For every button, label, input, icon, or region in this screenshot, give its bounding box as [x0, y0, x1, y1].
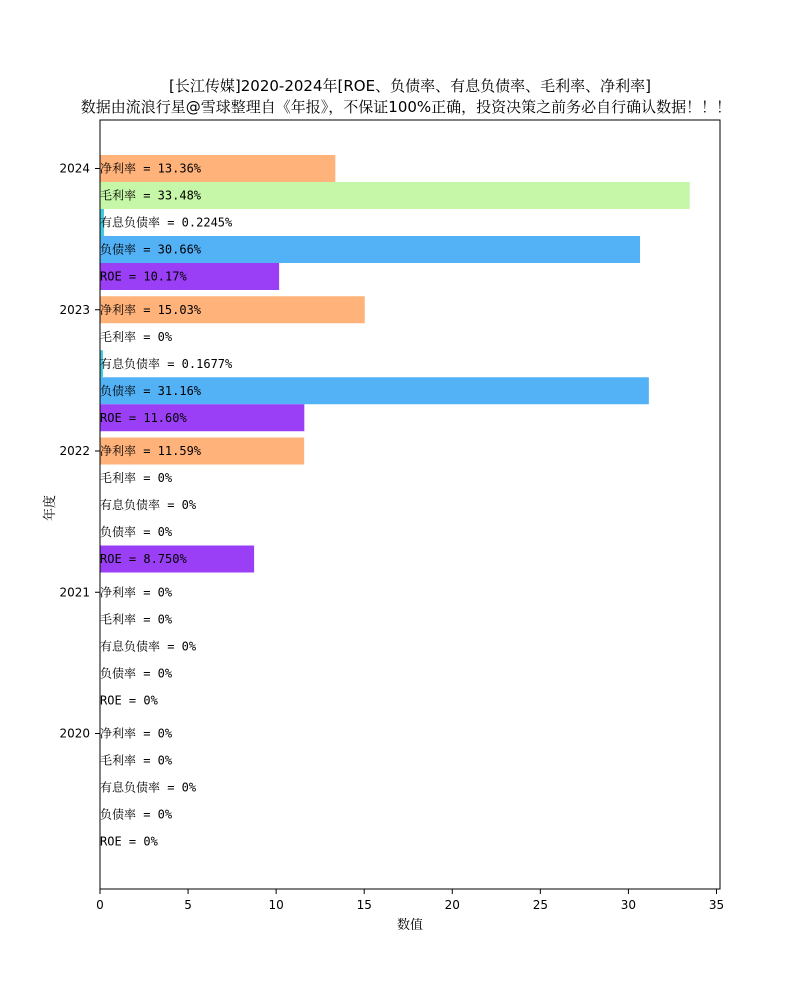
y-tick-label: 2020 [59, 726, 90, 741]
bar-label: ROE = 0% [100, 834, 158, 849]
bar-label: 毛利率 = 0% [100, 329, 173, 344]
x-axis [96, 889, 724, 912]
y-tick-label: 2021 [59, 585, 90, 600]
bar-label: ROE = 10.17% [100, 269, 187, 284]
bar-label: 有息负债率 = 0.2245% [100, 215, 233, 230]
y-tick-label: 2024 [59, 161, 90, 176]
y-axis-label: 年度 [43, 494, 58, 522]
x-axis-label: 数值 [396, 918, 424, 933]
bar-label: 净利率 = 15.03% [100, 302, 202, 317]
bar-label: 净利率 = 11.59% [100, 444, 202, 458]
chart-title: [长江传媒]2020-2024年[ROE、负债率、有息负债率、毛利率、净利率] [169, 77, 651, 95]
y-tick-label: 2023 [59, 302, 90, 317]
y-tick-label: 2022 [59, 444, 90, 458]
bar-label: ROE = 11.60% [100, 410, 187, 425]
bar-label: 净利率 = 13.36% [100, 161, 202, 176]
x-tick-label: 5 [184, 898, 192, 912]
bar-label: 负债率 = 0% [100, 525, 173, 539]
bar-label: 有息负债率 = 0% [100, 498, 197, 512]
bar-label: 负债率 = 31.16% [100, 383, 202, 398]
bar-label: 毛利率 = 0% [100, 471, 173, 485]
bar-label: 毛利率 = 33.48% [100, 188, 202, 203]
y-axis [59, 162, 100, 741]
bar-label: 毛利率 = 0% [100, 753, 173, 768]
bar-label: 负债率 = 0% [100, 666, 173, 681]
bar-label: 净利率 = 0% [100, 726, 173, 741]
x-tick-label: 20 [444, 898, 460, 912]
x-tick-label: 15 [356, 898, 372, 912]
bar-label: 净利率 = 0% [100, 585, 173, 600]
bar-label: 负债率 = 0% [100, 807, 173, 822]
bar-label: 有息负债率 = 0.1677% [100, 356, 233, 371]
x-tick-label: 10 [268, 898, 284, 912]
bar-label: ROE = 8.750% [100, 552, 187, 566]
bar-label: 负债率 = 30.66% [100, 242, 202, 257]
x-tick-label: 0 [96, 898, 104, 912]
x-tick-label: 30 [620, 898, 637, 912]
bar-label: 有息负债率 = 0% [100, 780, 197, 795]
bar-label: ROE = 0% [100, 693, 158, 708]
x-tick-label: 35 [708, 898, 725, 912]
bar-label: 毛利率 = 0% [100, 612, 173, 627]
bar-label: 有息负债率 = 0% [100, 639, 197, 654]
x-tick-label: 25 [532, 898, 548, 912]
chart-subtitle: 数据由流浪行星@雪球整理自《年报》，不保证100%正确，投资决策之前务必自行确认数据！！！ [80, 98, 732, 116]
